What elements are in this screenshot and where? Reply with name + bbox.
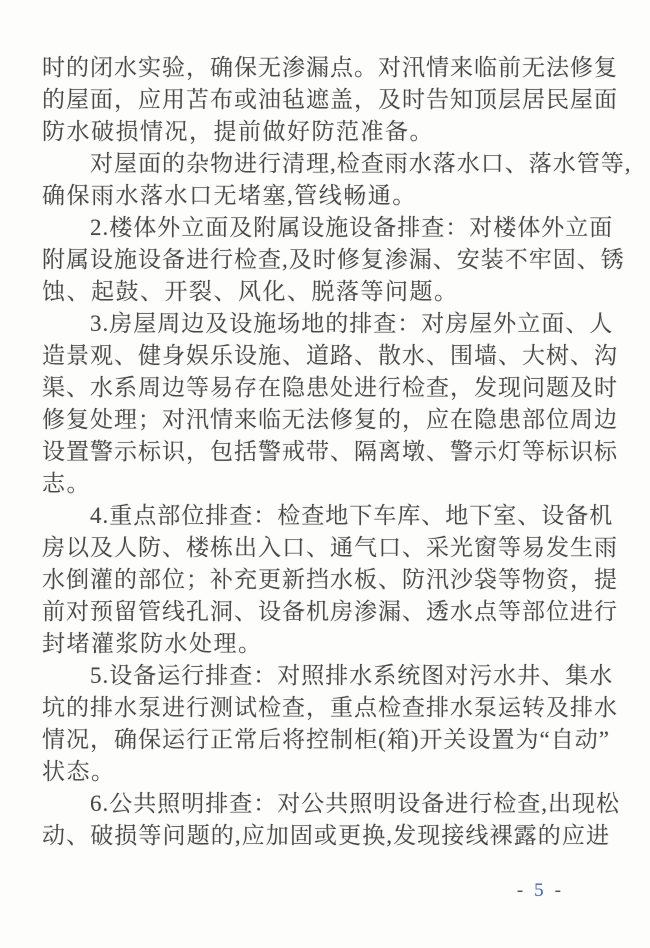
- text-line: 状态。: [42, 759, 116, 784]
- page-number: [517, 880, 563, 902]
- page-number-dash-left: -: [516, 880, 526, 901]
- text-line: 6.公共照明排查：对公共照明设备进行检查,出现松: [42, 791, 620, 816]
- text-line: 水倒灌的部位；补充更新挡水板、防汛沙袋等物资，提: [42, 567, 618, 592]
- text-line: 修复处理；对汛情来临无法修复的，应在隐患部位周边: [42, 407, 618, 432]
- text-line: 蚀、起鼓、开裂、风化、脱落等问题。: [42, 279, 459, 304]
- text-line: 坑的排水泵进行测试检查，重点检查排水泵运转及排水: [42, 695, 618, 720]
- text-line: 动、破损等问题的,应加固或更换,发现接线裸露的应进: [42, 823, 610, 848]
- text-line: 2.楼体外立面及附属设施设备排查：对楼体外立面: [42, 215, 614, 240]
- text-line: 4.重点部位排查：检查地下车库、地下室、设备机: [42, 503, 614, 528]
- text-line: 的屋面，应用苫布或油毡遮盖，及时告知顶层居民屋面: [42, 87, 618, 112]
- text-line: 确保雨水落水口无堵塞,管线畅通。: [42, 183, 417, 208]
- text-line: 前对预留管线孔洞、设备机房渗漏、透水点等部位进行: [42, 599, 618, 624]
- text-line: 时的闭水实验，确保无渗漏点。对汛情来临前无法修复: [42, 55, 618, 80]
- text-line: 对屋面的杂物进行清理,检查雨水落水口、落水管等,: [42, 151, 632, 176]
- page-number-dash-right: -: [554, 880, 563, 901]
- text-line: 防水破损情况，提前做好防范准备。: [42, 119, 434, 144]
- text-line: 渠、水系周边等易存在隐患处进行检查，发现问题及时: [42, 375, 618, 400]
- document-body: [42, 52, 632, 852]
- text-line: 房以及人防、楼栋出入口、通气口、采光窗等易发生雨: [42, 535, 618, 560]
- page-number-value: 5: [534, 880, 546, 901]
- text-line: 情况，确保运行正常后将控制柜(箱)开关设置为“自动”: [42, 727, 610, 752]
- text-line: 5.设备运行排查：对照排水系统图对污水井、集水: [42, 663, 614, 688]
- text-line: 志。: [42, 471, 91, 496]
- text-line: 设置警示标识，包括警戒带、隔离墩、警示灯等标识标: [42, 439, 618, 464]
- text-line: 附属设施设备进行检查,及时修复渗漏、安装不牢固、锈: [42, 247, 625, 272]
- text-line: 3.房屋周边及设施场地的排查：对房屋外立面、人: [42, 311, 614, 336]
- text-line: 造景观、健身娱乐设施、道路、散水、围墙、大树、沟: [42, 343, 618, 368]
- text-line: 封堵灌浆防水处理。: [42, 631, 263, 656]
